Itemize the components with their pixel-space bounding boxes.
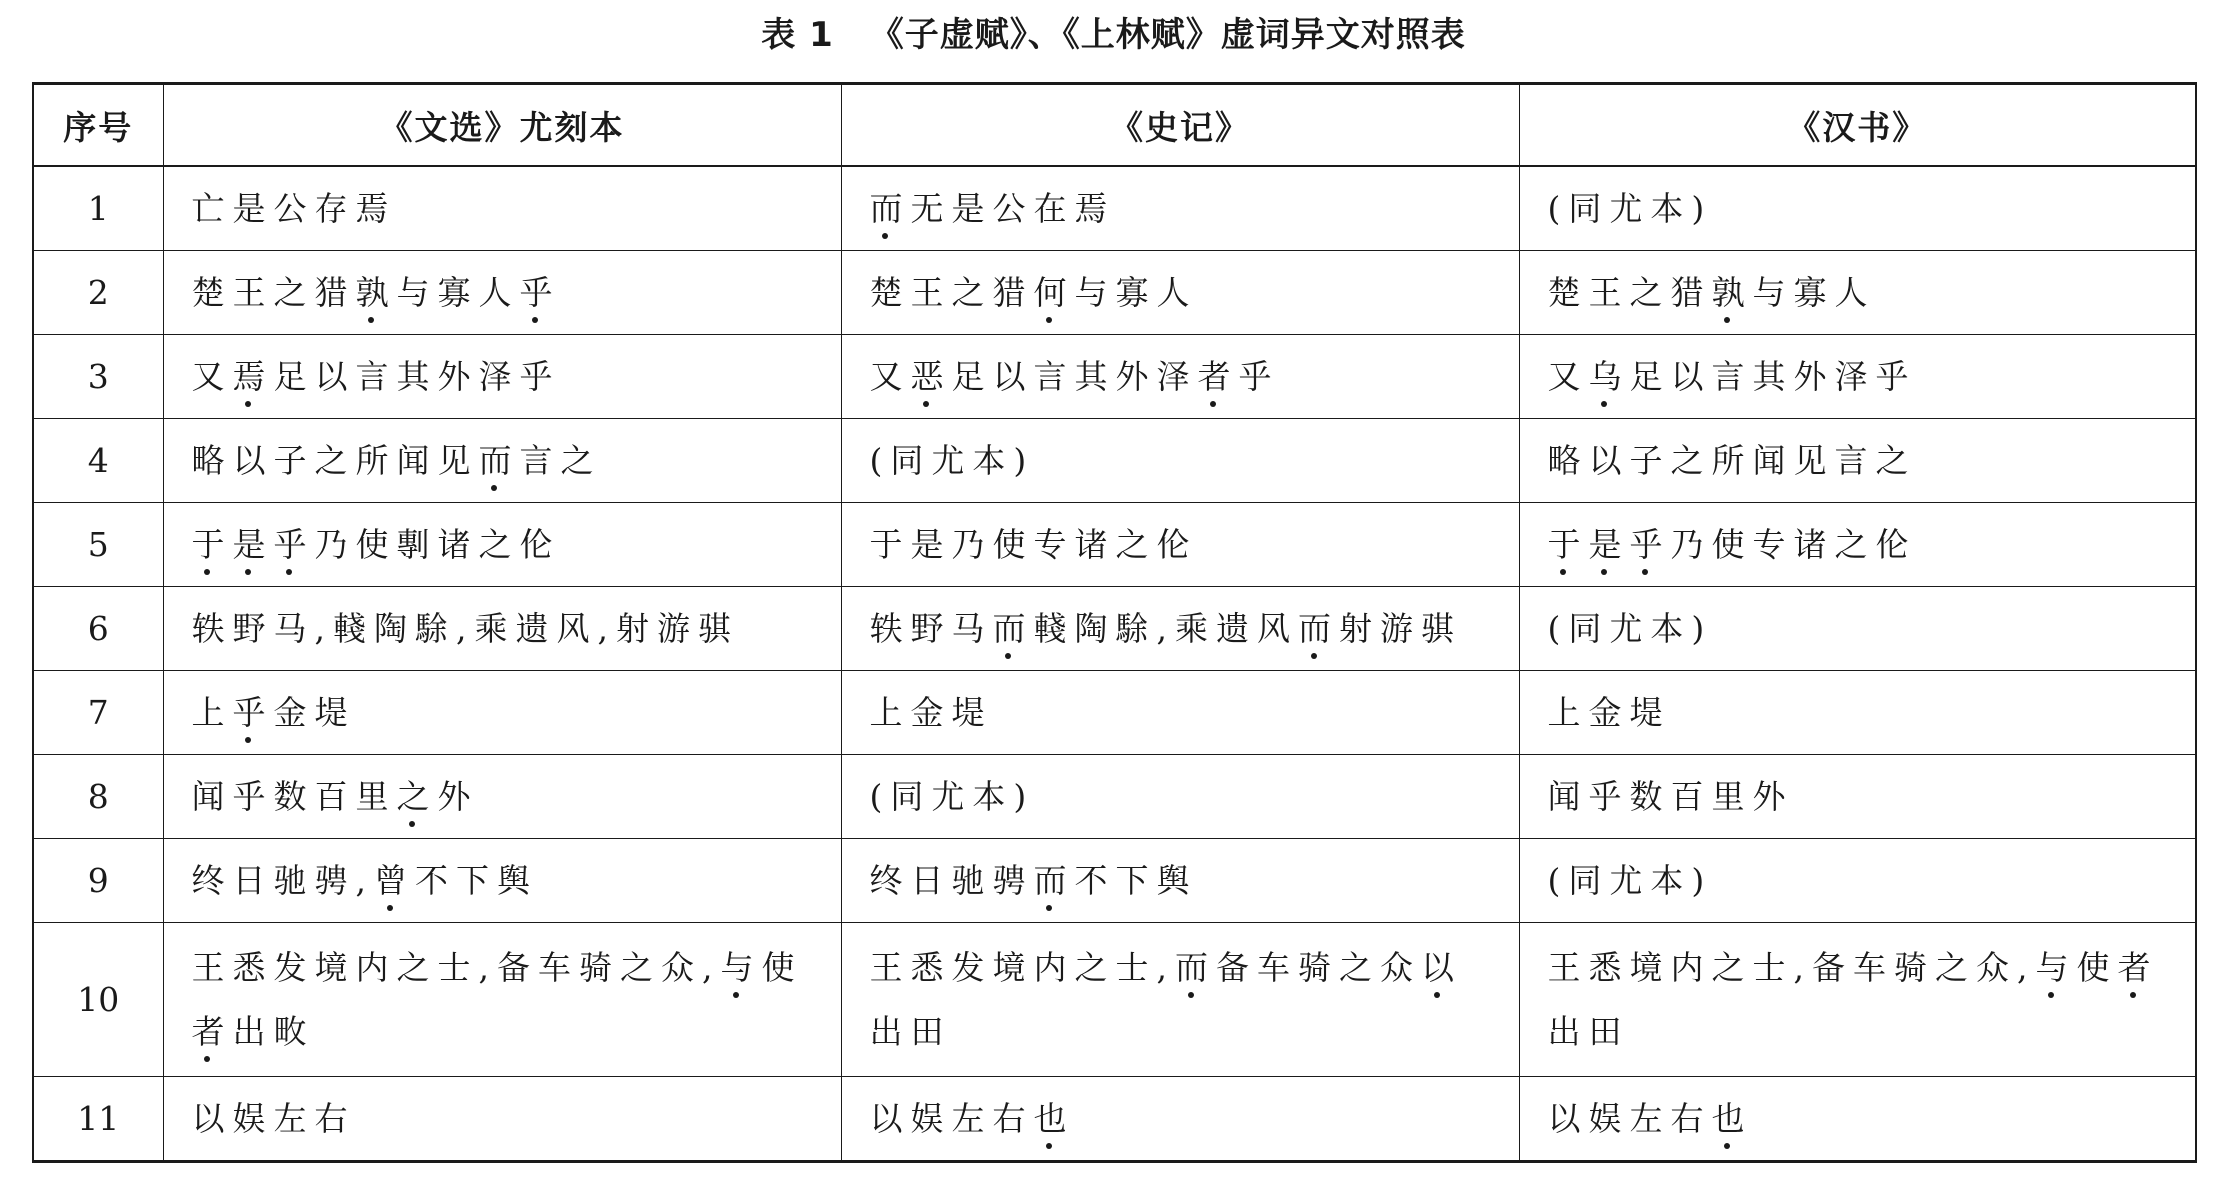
text-segment: 言之: [519, 440, 602, 480]
text-segment: 王悉境内之士,备车骑之众,: [1547, 947, 2036, 987]
emphasized-word: 与: [720, 947, 762, 987]
text-segment: 出田: [869, 1011, 952, 1051]
text-segment: 无是公在焉: [910, 188, 1116, 228]
cell-wenxuan: [163, 671, 841, 755]
header-wenxuan: 《文选》尤刻本: [163, 84, 841, 167]
cell-wenxuan: [163, 923, 841, 1077]
cell-shiji: [841, 166, 1519, 251]
cell-index: 11: [33, 1077, 163, 1162]
text-segment: 以娱左右: [191, 1098, 356, 1138]
text-segment: 楚王之猎: [1547, 272, 1712, 312]
emphasized-word: 而: [992, 608, 1034, 648]
cell-index: 8: [33, 755, 163, 839]
cell-hanshu: [1519, 419, 2196, 503]
cell-wenxuan: [163, 755, 841, 839]
text-segment: 又: [191, 356, 233, 396]
emphasized-word: 而: [1033, 860, 1075, 900]
cell-wenxuan: [163, 587, 841, 671]
emphasized-word: 与: [2035, 947, 2077, 987]
cell-shiji: [841, 1077, 1519, 1162]
emphasized-word: 而: [478, 440, 520, 480]
text-segment: 王悉发境内之士,备车骑之众,: [191, 947, 721, 987]
text-segment: 金堤: [273, 692, 356, 732]
text-segment: 乃使剸诸之伦: [314, 524, 561, 564]
text-segment: 与寡人: [1752, 272, 1876, 312]
header-shiji: 《史记》: [841, 84, 1519, 167]
text-segment: 以娱左右: [1547, 1098, 1712, 1138]
emphasized-word: 也: [1711, 1098, 1753, 1138]
text-segment: 终日驰骋: [869, 860, 1034, 900]
emphasized-word: 是: [1588, 524, 1630, 564]
emphasized-word: 乎: [232, 692, 274, 732]
cell-index: 10: [33, 923, 163, 1077]
cell-shiji: [841, 671, 1519, 755]
cell-wenxuan: [163, 503, 841, 587]
cell-hanshu: [1519, 671, 2196, 755]
text-segment: 闻乎数百里外: [1547, 776, 1794, 816]
cell-index: 3: [33, 335, 163, 419]
text-segment: 使: [2076, 947, 2118, 987]
cell-index: 6: [33, 587, 163, 671]
text-segment: 略以子之所闻见言之: [1547, 440, 1917, 480]
cell-hanshu: [1519, 923, 2196, 1077]
text-segment: 出畋: [232, 1011, 315, 1051]
emphasized-word: 孰: [1711, 272, 1753, 312]
table-caption: [0, 10, 2227, 60]
cell-shiji: [841, 587, 1519, 671]
text-segment: 上金堤: [869, 692, 993, 732]
cell-index: 2: [33, 251, 163, 335]
table-row: [33, 335, 2196, 419]
emphasized-word: 于: [1547, 524, 1589, 564]
text-segment: 輚陶駼,乘遗风: [1033, 608, 1298, 648]
cell-hanshu: [1519, 755, 2196, 839]
cell-wenxuan: [163, 419, 841, 503]
table-row: [33, 419, 2196, 503]
table-row: [33, 923, 2196, 1077]
text-segment: 略以子之所闻见: [191, 440, 479, 480]
emphasized-word: 乎: [1629, 524, 1671, 564]
cell-shiji: [841, 923, 1519, 1077]
text-segment: 乎: [1238, 356, 1280, 396]
emphasized-word: 乌: [1588, 356, 1630, 396]
cell-wenxuan: [163, 1077, 841, 1162]
text-segment: 不下舆: [415, 860, 538, 900]
table-body: [33, 166, 2196, 1162]
cell-hanshu: [1519, 503, 2196, 587]
text-segment: 王悉发境内之士,: [869, 947, 1175, 987]
cell-hanshu: [1519, 251, 2196, 335]
cell-shiji: [841, 419, 1519, 503]
emphasized-word: 孰: [355, 272, 397, 312]
cell-wenxuan: [163, 335, 841, 419]
table-row: [33, 251, 2196, 335]
cell-shiji: [841, 755, 1519, 839]
text-segment: 乃使专诸之伦: [1670, 524, 1917, 564]
cell-shiji: [841, 251, 1519, 335]
cell-wenxuan: [163, 166, 841, 251]
cell-shiji: [841, 503, 1519, 587]
text-segment: 又: [1547, 356, 1589, 396]
text-segment: (同尤本): [1547, 608, 1713, 648]
text-segment: 轶野马,輚陶駼,乘遗风,射游骐: [191, 608, 739, 648]
table-number: 表 1: [761, 15, 834, 55]
emphasized-word: 者: [1197, 356, 1239, 396]
text-segment: 上金堤: [1547, 692, 1671, 732]
cell-hanshu: [1519, 335, 2196, 419]
text-segment: 楚王之猎: [869, 272, 1034, 312]
table-row: [33, 671, 2196, 755]
text-segment: 外: [437, 776, 479, 816]
emphasized-word: 恶: [910, 356, 952, 396]
text-segment: 足以言其外泽乎: [273, 356, 561, 396]
cell-shiji: [841, 335, 1519, 419]
text-segment: 出田: [1547, 1011, 1630, 1051]
table-row: [33, 503, 2196, 587]
text-segment: 于是乃使专诸之伦: [869, 524, 1198, 564]
cell-index: 4: [33, 419, 163, 503]
emphasized-word: 者: [2117, 947, 2159, 987]
emphasized-word: 乎: [519, 272, 561, 312]
header-hanshu: 《汉书》: [1519, 84, 2196, 167]
text-segment: 上: [191, 692, 233, 732]
text-segment: 与寡人: [1074, 272, 1198, 312]
cell-hanshu: [1519, 1077, 2196, 1162]
header-row: [33, 84, 2196, 167]
emphasized-word: 也: [1033, 1098, 1075, 1138]
text-segment: 闻乎数百里: [191, 776, 397, 816]
table-header: [33, 84, 2196, 167]
text-segment: (同尤本): [1547, 188, 1713, 228]
text-segment: (同尤本): [869, 776, 1035, 816]
text-segment: 以娱左右: [869, 1098, 1034, 1138]
table-row: [33, 587, 2196, 671]
cell-index: 5: [33, 503, 163, 587]
text-segment: 又: [869, 356, 911, 396]
text-segment: 足以言其外泽: [951, 356, 1198, 396]
text-segment: 亡是公存焉: [191, 188, 397, 228]
cell-hanshu: [1519, 587, 2196, 671]
header-index: 序号: [33, 84, 163, 167]
text-segment: 使: [761, 947, 803, 987]
text-segment: 射游骐: [1339, 608, 1462, 648]
emphasized-word: 而: [869, 188, 911, 228]
table-title: 《子虚赋》、《上林赋》虚词异文对照表: [869, 15, 1466, 55]
text-segment: 与寡人: [396, 272, 520, 312]
table-row: [33, 1077, 2196, 1162]
emphasized-word: 之: [396, 776, 438, 816]
emphasized-word: 而: [1175, 947, 1216, 987]
text-segment: 足以言其外泽乎: [1629, 356, 1917, 396]
cell-wenxuan: [163, 839, 841, 923]
text-segment: 轶野马: [869, 608, 993, 648]
emphasized-word: 曾: [374, 860, 415, 900]
emphasized-word: 以: [1421, 947, 1462, 987]
table-row: [33, 755, 2196, 839]
text-segment: (同尤本): [1547, 860, 1713, 900]
emphasized-word: 乎: [273, 524, 315, 564]
table-row: [33, 166, 2196, 251]
cell-index: 7: [33, 671, 163, 755]
cell-index: 9: [33, 839, 163, 923]
cell-shiji: [841, 839, 1519, 923]
emphasized-word: 是: [232, 524, 274, 564]
emphasized-word: 而: [1298, 608, 1339, 648]
cell-hanshu: [1519, 839, 2196, 923]
emphasized-word: 于: [191, 524, 233, 564]
table-row: [33, 839, 2196, 923]
comparison-table: [32, 82, 2197, 1163]
cell-index: 1: [33, 166, 163, 251]
text-segment: 楚王之猎: [191, 272, 356, 312]
text-segment: 备车骑之众: [1216, 947, 1421, 987]
text-segment: 不下舆: [1074, 860, 1198, 900]
text-segment: 终日驰骋,: [191, 860, 374, 900]
text-segment: (同尤本): [869, 440, 1035, 480]
emphasized-word: 者: [191, 1011, 233, 1051]
cell-wenxuan: [163, 251, 841, 335]
emphasized-word: 焉: [232, 356, 274, 396]
emphasized-word: 何: [1033, 272, 1075, 312]
cell-hanshu: [1519, 166, 2196, 251]
